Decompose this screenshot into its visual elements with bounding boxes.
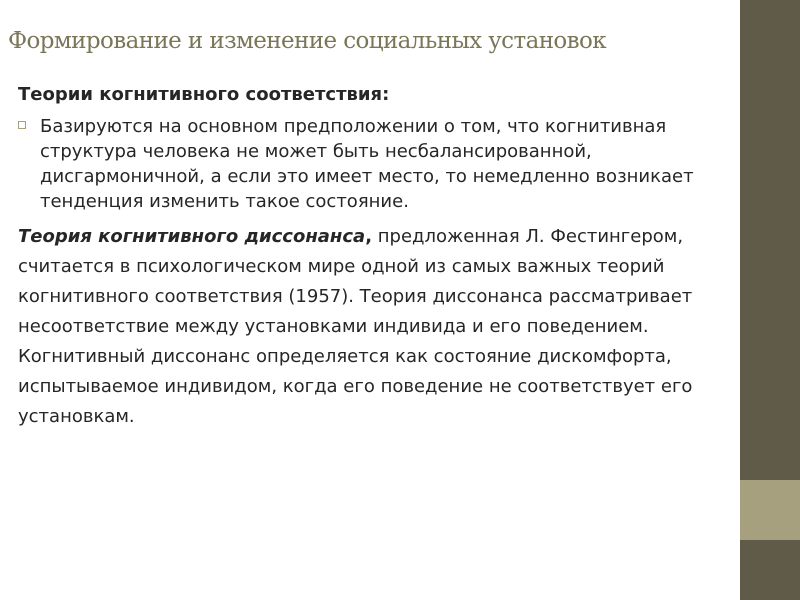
dissonance-paragraph bbox=[18, 222, 744, 432]
bullet-item bbox=[18, 114, 744, 214]
slide-title: Формирование и изменение социальных установок bbox=[8, 28, 607, 54]
square-bullet-icon bbox=[18, 121, 26, 129]
bullet-text: Базируются на основном предположении о том, что когнитивная структура человека не может быть несбалансированной, дисгармоничной, а если это имеет место, то немедленно возникает тенденция изменить такое состояние. bbox=[40, 116, 694, 212]
slide-content bbox=[18, 84, 744, 432]
sidebar-accent-block bbox=[740, 480, 800, 540]
section-heading: Теории когнитивного соответствия: bbox=[18, 84, 390, 105]
paragraph-term: Теория когнитивного диссонанса bbox=[18, 226, 366, 247]
paragraph-text: предложенная Л. Фестингером, считается в психологическом мире одной из самых важных теорий когнитивного соответствия (1957). Теория диссонанса рассматривает несоответствие между установками индивида и его поведением. Когнитивный диссонанс определяется как состояние дискомфорта, испытываемое индивидом, когда его поведение не соответствует его установкам. bbox=[18, 226, 693, 427]
paragraph-comma: , bbox=[365, 226, 373, 247]
